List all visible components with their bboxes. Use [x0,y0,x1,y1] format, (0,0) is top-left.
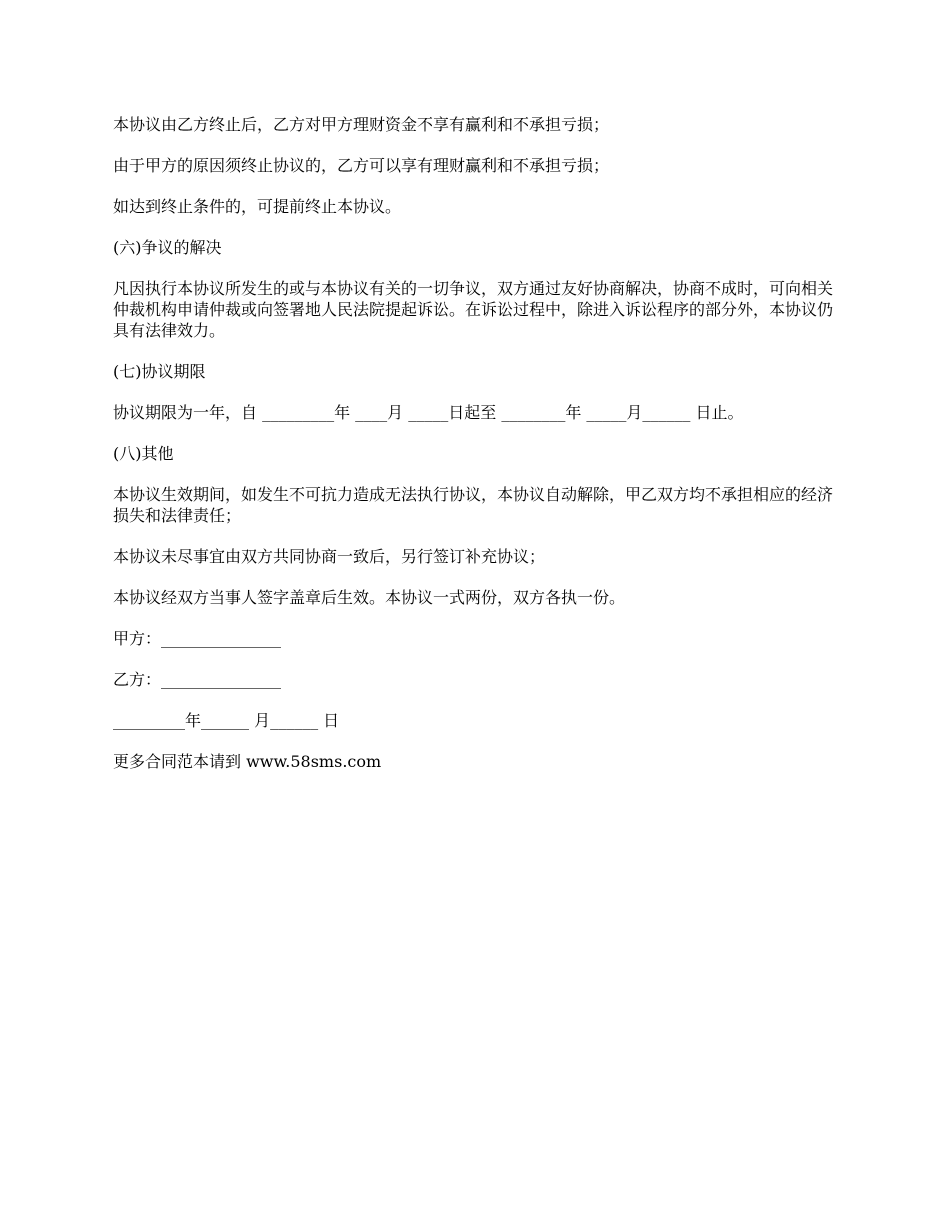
party-b-signature-line: 乙方：_______________ [113,670,282,689]
party-a-signature-line: 甲方：_______________ [113,629,282,648]
section-heading-other: (八)其他 [113,444,174,463]
section-heading-term: (七)协议期限 [113,362,206,381]
date-line: _________年______ 月______ 日 [113,711,340,730]
footer-note: 更多合同范本请到 www.58sms.com [113,752,382,771]
clause-text: 本协议经双方当事人签字盖章后生效。本协议一式两份，双方各执一份。 [113,588,626,607]
clause-text: 本协议生效期间，如发生不可抗力造成无法执行协议，本协议自动解除，甲乙双方均不承担相应的经济损失和法律责任； [113,485,834,525]
clause-text: 凡因执行本协议所发生的或与本协议有关的一切争议，双方通过友好协商解决，协商不成时，可向相关仲裁机构申请仲裁或向签署地人民法院提起诉讼。在诉讼过程中，除进入诉讼程序的部分外，本协议仍具有法律效力。 [113,279,834,340]
clause-text: 由于甲方的原因须终止协议的，乙方可以享有理财赢利和不承担亏损； [113,156,610,175]
section-heading-dispute: (六)争议的解决 [113,238,222,257]
clause-text: 本协议由乙方终止后，乙方对甲方理财资金不享有赢利和不承担亏损； [113,115,610,134]
term-fill-line: 协议期限为一年，自 _________年 ____月 _____日起至 ________年 _____月______ 日止。 [113,403,744,422]
clause-text: 如达到终止条件的，可提前终止本协议。 [113,197,402,216]
clause-text: 本协议未尽事宜由双方共同协商一致后，另行签订补充协议； [113,547,546,566]
